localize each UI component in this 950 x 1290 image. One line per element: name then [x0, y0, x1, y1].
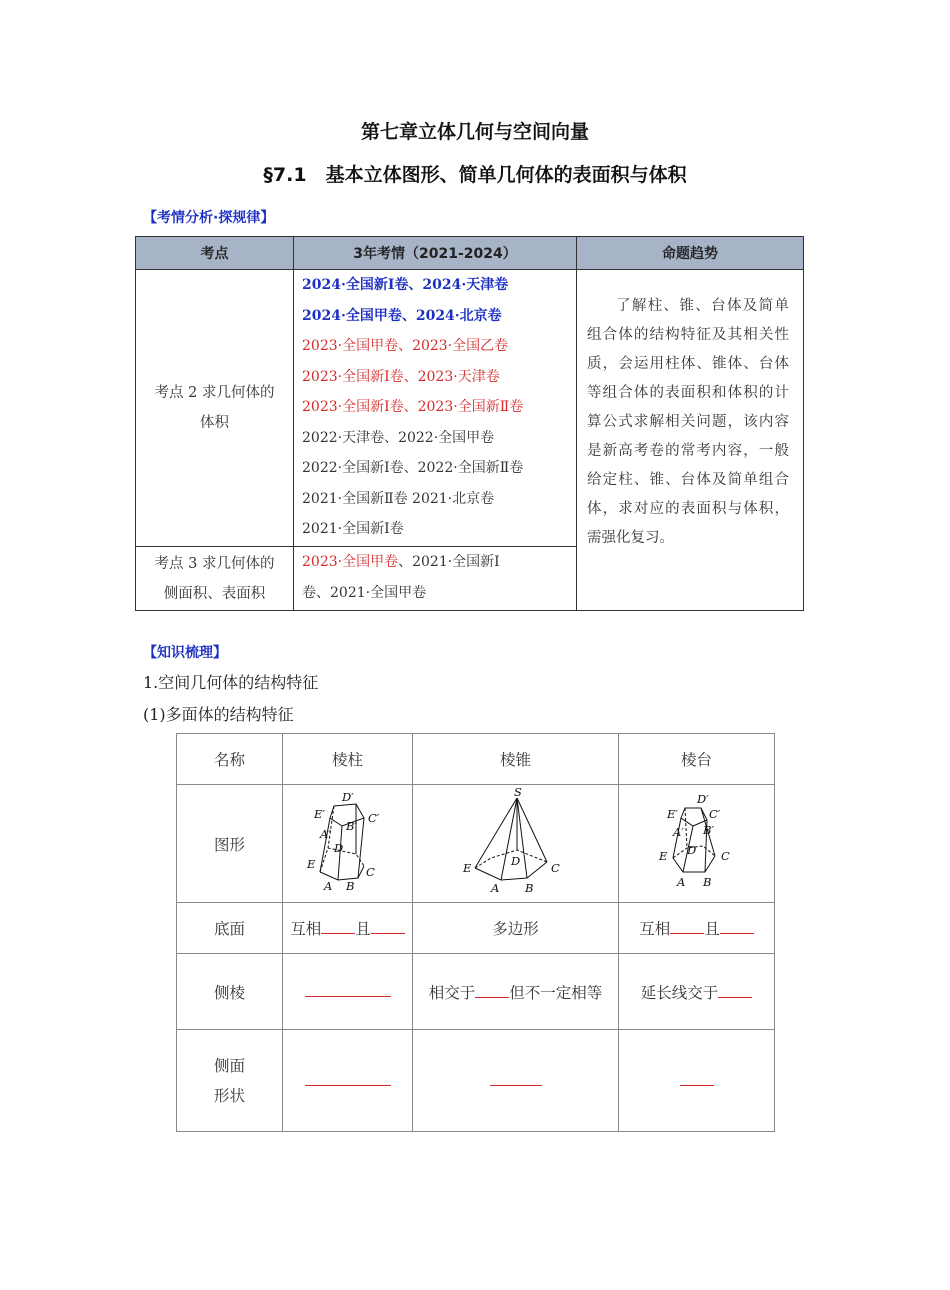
label: D	[686, 842, 696, 857]
prism-base	[283, 903, 413, 954]
text: 互相	[639, 920, 671, 938]
label: B	[702, 874, 711, 889]
figure-row	[177, 785, 775, 903]
base-row	[177, 903, 775, 954]
heading-structure: 1.空间几何体的结构特征	[143, 673, 319, 692]
label: E	[462, 860, 471, 875]
blank	[680, 1071, 714, 1086]
label: C′	[367, 810, 379, 825]
exam-red: 2023·全国甲卷	[302, 554, 399, 570]
point-volume-line1: 考点 2 求几何体的	[154, 385, 275, 401]
label-figure: 图形	[177, 785, 283, 903]
exam-line: 2024·全国甲卷、2024·北京卷	[302, 307, 502, 324]
chapter-title: 第七章立体几何与空间向量	[360, 121, 589, 143]
exam-rest: 、2021·全国新Ⅰ	[398, 554, 500, 570]
blank	[490, 1071, 542, 1086]
label: E	[306, 856, 315, 871]
analysis-tag: 【考情分析·探规律】	[143, 210, 275, 226]
label-base: 底面	[177, 903, 283, 954]
label: A′	[672, 824, 684, 839]
header-point: 考点	[136, 237, 294, 270]
frustum-figure	[647, 788, 747, 896]
frustum-base	[619, 903, 775, 954]
label: E′	[666, 806, 678, 821]
label-face	[177, 1030, 283, 1132]
structure-table	[176, 733, 775, 1132]
blank	[475, 983, 509, 998]
label: A	[676, 874, 685, 889]
exam-line	[302, 547, 576, 578]
text: 且	[355, 920, 371, 938]
label-edge: 侧棱	[177, 954, 283, 1030]
header-name: 名称	[177, 734, 283, 785]
text: 延长线交于	[640, 983, 719, 1002]
prism-face	[283, 1030, 413, 1132]
label-face-line2: 形状	[213, 1086, 245, 1105]
label: C	[365, 864, 375, 879]
label: C	[720, 848, 730, 863]
label: C′	[708, 806, 720, 821]
label: B′	[345, 818, 357, 833]
point-surface	[136, 547, 294, 611]
text: 相交于	[428, 983, 476, 1002]
prism-edge	[283, 954, 413, 1030]
exams-volume	[294, 270, 577, 547]
label: S	[513, 787, 522, 799]
header-pyramid: 棱锥	[413, 734, 619, 785]
heading-polyhedron: (1)多面体的结构特征	[143, 705, 294, 724]
point-volume	[136, 270, 294, 547]
header-frustum: 棱台	[619, 734, 775, 785]
text: 互相	[290, 920, 322, 938]
analysis-table	[135, 236, 804, 611]
pyramid-face	[413, 1030, 619, 1132]
label-face-line1: 侧面	[213, 1056, 245, 1075]
label: A′	[319, 826, 331, 841]
label: B′	[702, 822, 714, 837]
analysis-row-volume	[136, 270, 804, 547]
label: D	[333, 840, 343, 855]
exam-line: 2021·全国新Ⅱ卷 2021·北京卷	[302, 490, 495, 507]
point-volume-line2: 体积	[200, 415, 229, 431]
blank	[371, 919, 405, 934]
label: B	[524, 880, 533, 895]
prism-figure	[298, 788, 398, 896]
header-trend: 命题趋势	[577, 237, 804, 270]
exam-line: 2022·全国新Ⅰ卷、2022·全国新Ⅱ卷	[302, 460, 524, 476]
edge-row	[177, 954, 775, 1030]
frustum-figure-cell	[619, 785, 775, 903]
exam-line: 2022·天津卷、2022·全国甲卷	[302, 429, 495, 446]
frustum-edge	[619, 954, 775, 1030]
header-prism: 棱柱	[283, 734, 413, 785]
exam-line: 2021·全国新Ⅰ卷	[302, 521, 404, 537]
blank	[720, 919, 754, 934]
pyramid-figure-cell	[413, 785, 619, 903]
face-row	[177, 1030, 775, 1132]
knowledge-tag: 【知识梳理】	[143, 645, 227, 661]
pyramid-base: 多边形	[413, 903, 619, 954]
label: B	[345, 878, 354, 893]
label: C	[550, 860, 560, 875]
label: D	[510, 853, 520, 868]
label: A	[323, 878, 332, 893]
blank	[718, 983, 752, 998]
exam-line: 2024·全国新Ⅰ卷、2024·天津卷	[302, 277, 509, 293]
blank	[305, 1071, 391, 1086]
frustum-face	[619, 1030, 775, 1132]
label: A	[490, 880, 499, 895]
exam-line: 2023·全国甲卷、2023·全国乙卷	[302, 338, 509, 354]
section-title: §7.1 基本立体图形、简单几何体的表面积与体积	[263, 164, 687, 186]
blank	[305, 982, 391, 997]
prism-figure-cell	[283, 785, 413, 903]
label: E′	[313, 806, 325, 821]
point-surface-line1: 考点 3 求几何体的	[154, 555, 275, 572]
pyramid-figure	[461, 788, 571, 896]
analysis-header-row	[136, 237, 804, 270]
pyramid-edge	[413, 954, 619, 1030]
text: 且	[704, 920, 720, 938]
trend-text: 了解柱、锥、台体及简单组合体的结构特征及其相关性质，会运用柱体、锥体、台体等组合体的表面积和体积的计算公式求解相关问题，该内容是新高考卷的常考内容，一般给定柱、锥、台体及简单组合体，求对应的表面积与体积，需强化复习。	[577, 270, 804, 611]
structure-header-row	[177, 734, 775, 785]
label: D′	[696, 791, 709, 806]
label: E	[658, 848, 667, 863]
blank	[670, 919, 704, 934]
exam-line: 2023·全国新Ⅰ卷、2023·天津卷	[302, 368, 500, 385]
exam-line: 2023·全国新Ⅰ卷、2023·全国新Ⅱ卷	[302, 399, 524, 415]
blank	[321, 919, 355, 934]
header-exams: 3年考情（2021-2024）	[294, 237, 577, 270]
point-surface-line2: 侧面积、表面积	[163, 585, 266, 602]
label: D′	[341, 789, 354, 804]
text: 但不一定相等	[509, 983, 603, 1002]
exams-surface	[294, 547, 577, 611]
exam-line: 卷、2021·全国甲卷	[302, 584, 427, 601]
